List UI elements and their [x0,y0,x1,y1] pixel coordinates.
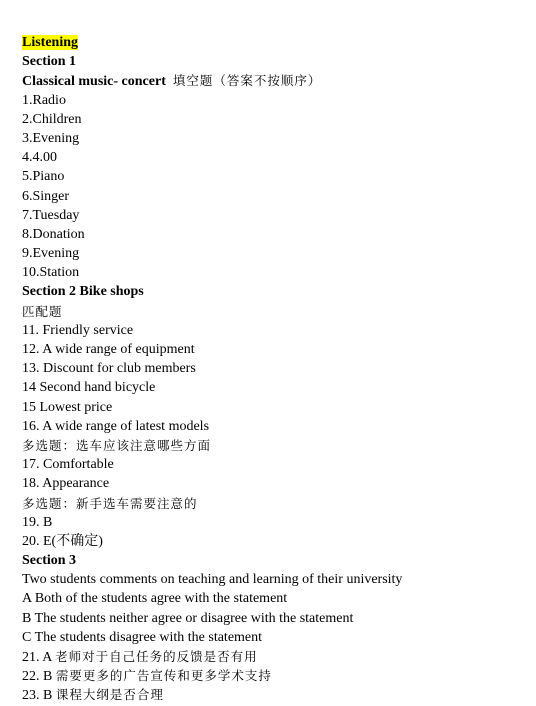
answer-line: 16. A wide range of latest models [22,418,210,434]
answer-line: 12. A wide range of equipment [22,342,195,357]
answer-line: 15 Lowest price [22,399,113,415]
answer-line-22 [22,666,402,685]
answer-prefix: 22. B [22,669,53,685]
section1-title: Section 1 [22,54,77,70]
section1-subtitle [22,71,402,90]
answer-line: 14 Second hand bicycle [22,380,156,396]
matching-label: 匹配题 [22,303,63,319]
answer-line: 18. Appearance [22,476,110,492]
section3-intro: Two students comments on teaching and learning of their university [22,572,403,588]
option-line: A Both of the students agree with the statement [22,591,288,607]
answer-line: 5.Piano [22,169,65,185]
answer-prefix: 23. B [22,688,53,704]
answer-line: 6.Singer [22,188,70,204]
answer-line: 2.Children [22,111,82,127]
answer-note: 需要更多的广告宣传和更多学术支持 [55,668,272,684]
section3-title: Section 3 [22,553,77,569]
answer-note: 老师对于自己任务的反馈是否有用 [55,649,258,664]
answer-line: 7.Tuesday [22,207,80,223]
section2-title: Section 2 Bike shops [22,284,144,300]
answer-line: 4.4.00 [22,150,57,166]
answer-line: 17. Comfortable [22,457,114,473]
answer-note: 课程大纲是否合理 [55,687,164,703]
answer-line-21 [22,647,402,666]
answer-line: 19. B [22,514,53,530]
option-line: C The students disagree with the statement [22,629,263,645]
answer-line: 8.Donation [22,226,85,242]
answer-line: 11. Friendly service [22,322,134,338]
multi-choice-label-2: 多选题：新手选车需要注意的 [22,495,198,511]
answer-line: 1.Radio [22,92,66,108]
section1-subtitle-en: Classical music- concert [22,74,166,90]
section1-subtitle-cn: 填空题（答案不按顺序） [172,73,322,89]
answer-line: 3.Evening [22,130,80,146]
answer-sheet-content [22,33,402,705]
answer-prefix: 21. A [22,650,52,665]
answer-line: 9.Evening [22,246,80,262]
option-line: B The students neither agree or disagree with the statement [22,610,354,626]
answer-line: 20. E(不确定) [22,533,103,549]
answer-line: 10.Station [22,265,80,281]
listening-heading: Listening [22,35,79,50]
answer-line: 13. Discount for club members [22,361,196,377]
multi-choice-label-1: 多选题：选车应该注意哪些方面 [22,437,212,453]
